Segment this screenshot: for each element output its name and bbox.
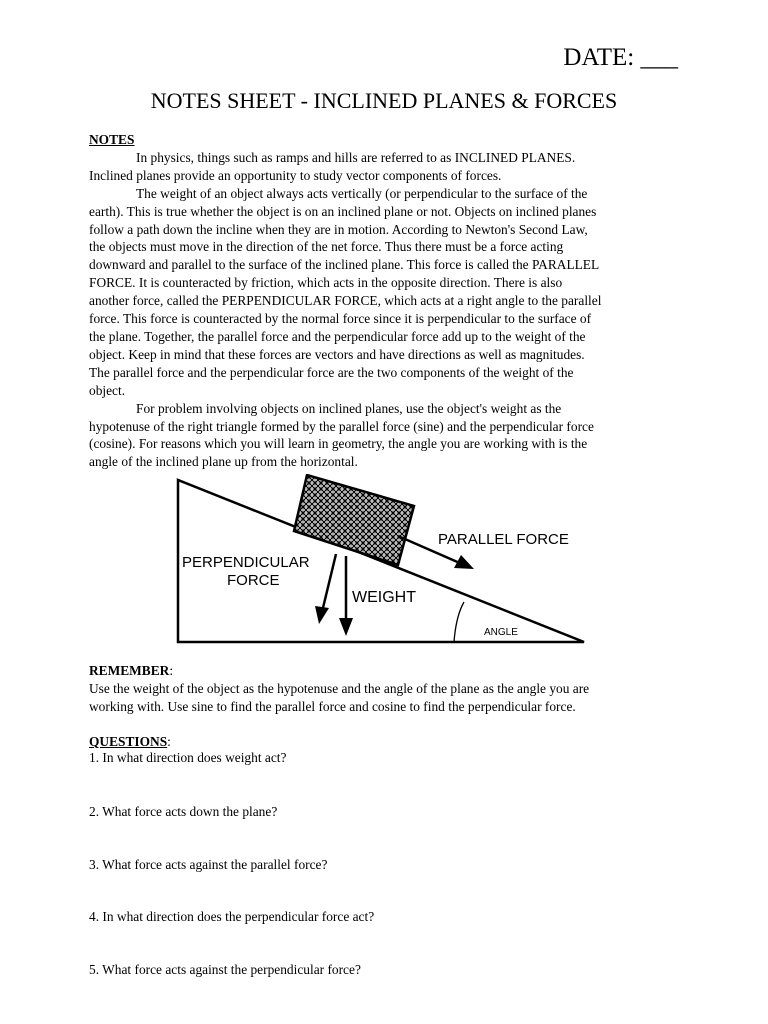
remember-section	[89, 662, 689, 716]
perpendicular-force-arrowhead	[315, 606, 329, 624]
remember-heading-row	[89, 662, 689, 680]
parallel-force-label: PARALLEL FORCE	[438, 531, 569, 548]
angle-label: ANGLE	[484, 627, 518, 638]
paragraph-line: earth). This is true whether the object is on an inclined plane or not. Objects on inclined planes	[89, 203, 597, 219]
questions-colon: :	[167, 734, 171, 749]
paragraph-line: In physics, things such as ramps and hills are referred to as INCLINED PLANES.	[136, 149, 576, 165]
notes-paragraph-3	[89, 400, 679, 472]
question-4: 4. In what direction does the perpendicular force act?	[89, 909, 375, 924]
paragraph-line: For problem involving objects on inclined planes, use the object's weight as the	[136, 400, 562, 416]
perpendicular-force-arrow	[322, 554, 336, 612]
block	[294, 475, 414, 565]
paragraph-line: (cosine). For reasons which you will learn in geometry, the angle you are working with is the	[89, 436, 588, 452]
notes-paragraph-1	[89, 149, 679, 185]
paragraph-line: angle of the inclined plane up from the horizontal.	[89, 454, 358, 470]
paragraph-line: The weight of an object always acts vertically (or perpendicular to the surface of the	[136, 185, 588, 201]
questions-heading: QUESTIONS	[89, 734, 168, 749]
paragraph-line: The parallel force and the perpendicular force are the two components of the weight of the	[89, 364, 574, 380]
inclined-plane-diagram	[174, 474, 590, 646]
angle-arc	[454, 602, 464, 642]
paragraph-line: object. Keep in mind that these forces are vectors and have directions as well as magnitudes.	[89, 346, 585, 362]
page-title: NOTES SHEET - INCLINED PLANES & FORCES	[150, 88, 618, 113]
questions-section	[89, 733, 689, 977]
paragraph-line: object.	[89, 382, 126, 398]
notes-heading: NOTES	[89, 132, 135, 147]
paragraph-line: the objects must move in the direction of the net force. Thus there must be a force acting	[89, 239, 564, 255]
remember-line: Use the weight of the object as the hypotenuse and the angle of the plane as the angle you are	[89, 680, 590, 696]
question-3: 3. What force acts against the parallel force?	[89, 857, 328, 872]
question-1: 1. In what direction does weight act?	[89, 750, 287, 765]
question-5: 5. What force acts against the perpendicular force?	[89, 962, 361, 977]
paragraph-line: hypotenuse of the right triangle formed by the parallel force (sine) and the perpendicular force	[89, 418, 594, 434]
remember-colon: :	[169, 663, 174, 678]
remember-heading: REMEMBER	[89, 663, 170, 678]
notes-paragraph-2	[89, 185, 679, 400]
weight-label: WEIGHT	[352, 589, 416, 606]
paragraph-line: downward and parallel to the surface of the inclined plane. This force is called the PARALLEL	[89, 257, 600, 273]
paragraph-line: FORCE. It is counteracted by friction, which acts in the opposite direction. There is also	[89, 275, 563, 291]
notes-section	[89, 131, 679, 471]
paragraph-line: Inclined planes provide an opportunity to study vector components of forces.	[89, 167, 502, 183]
date-field: DATE: ___	[563, 44, 678, 71]
paragraph-line: another force, called the PERPENDICULAR FORCE, which acts at a right angle to the parallel	[89, 293, 602, 309]
paragraph-line: follow a path down the incline when they are in motion. According to Newton's Second Law,	[89, 221, 588, 237]
paragraph-line: the plane. Together, the parallel force and the perpendicular force add up to the weight of the	[89, 328, 586, 344]
perpendicular-label-line1: PERPENDICULAR	[182, 554, 310, 571]
perpendicular-label-line2: FORCE	[227, 572, 280, 589]
remember-line: working with. Use sine to find the parallel force and cosine to find the perpendicular force.	[89, 698, 576, 714]
question-2: 2. What force acts down the plane?	[89, 804, 278, 819]
paragraph-line: force. This force is counteracted by the normal force since it is perpendicular to the surface of	[89, 311, 592, 327]
weight-arrowhead	[339, 618, 353, 636]
